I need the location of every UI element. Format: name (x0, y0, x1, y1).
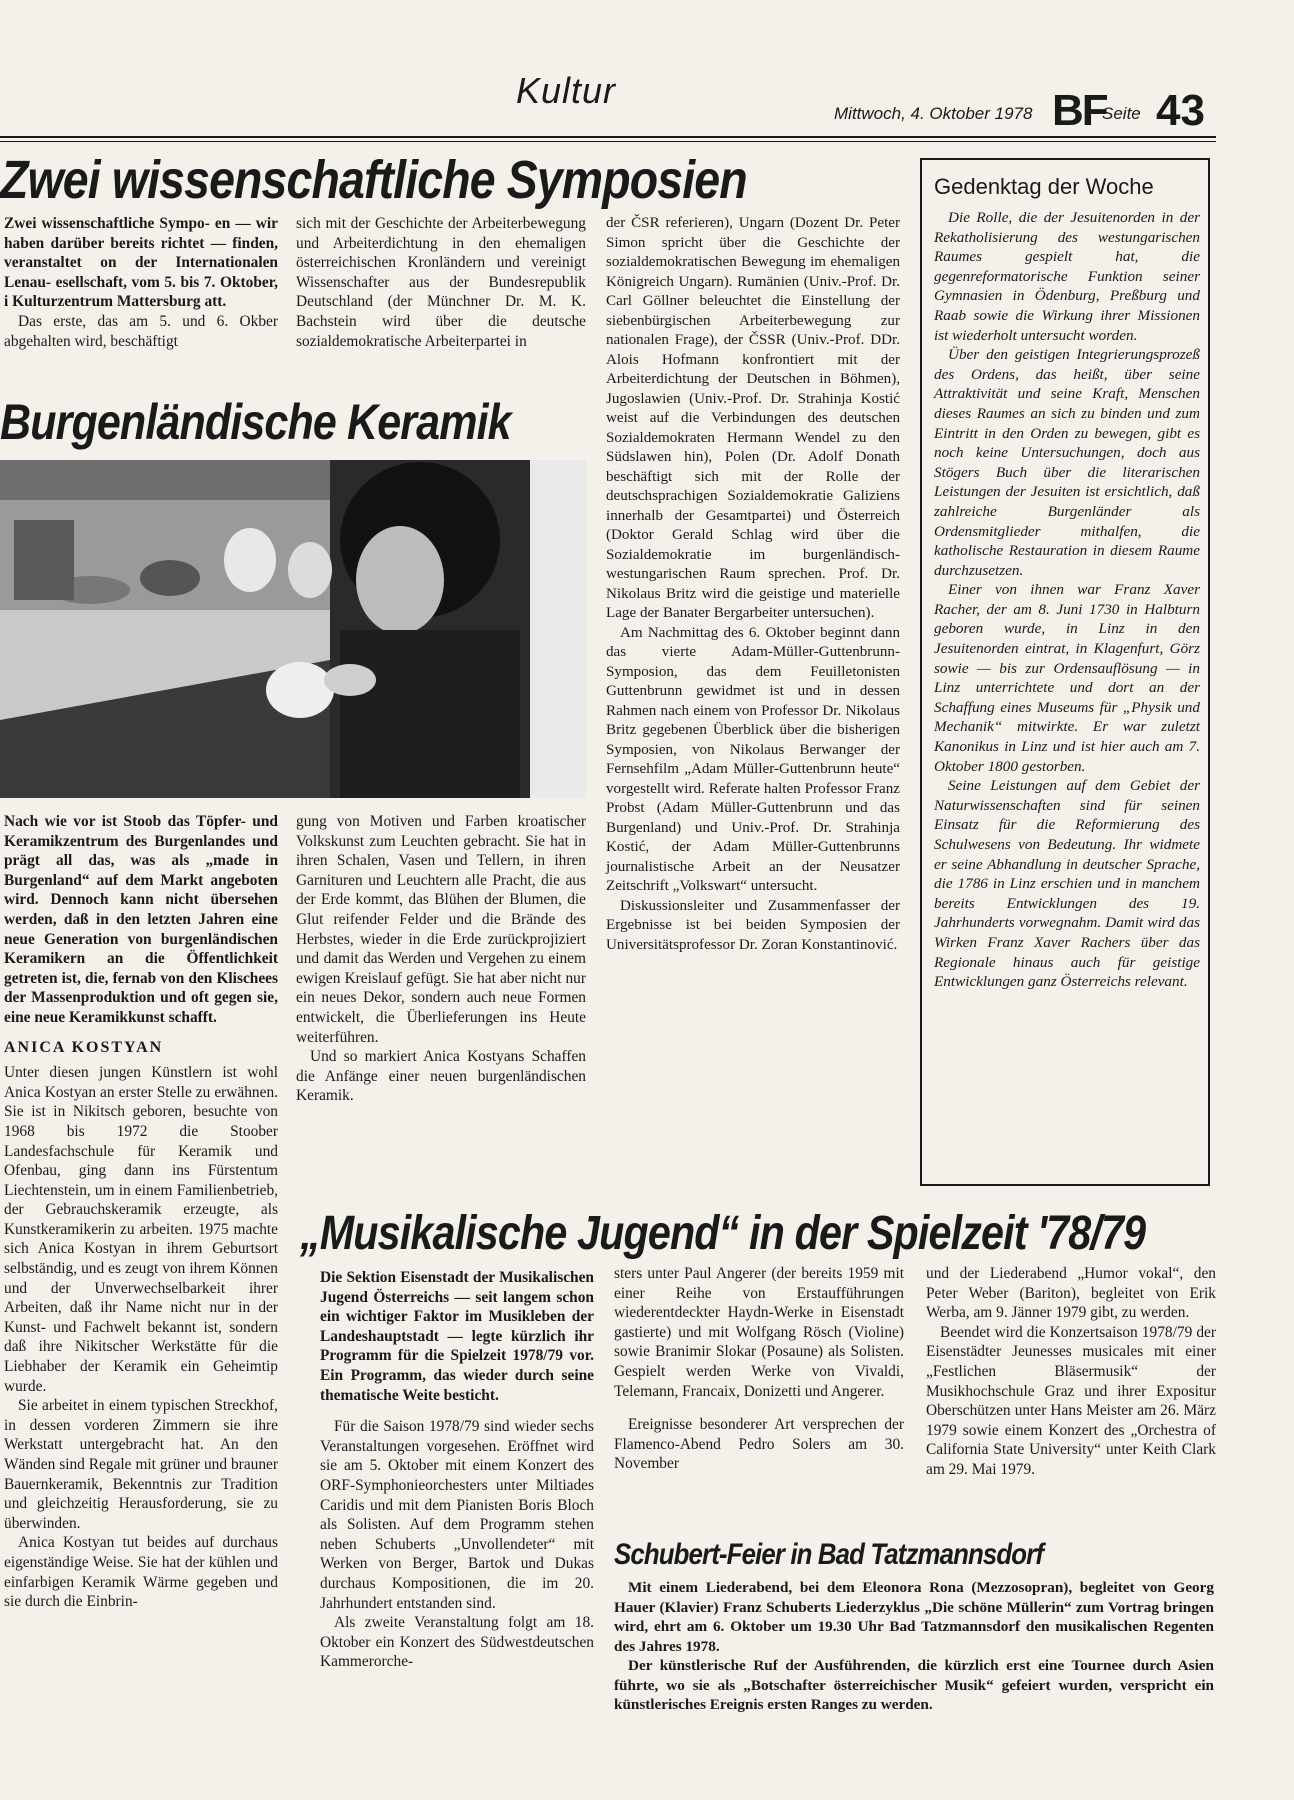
article3-col3-p1: und der Liederabend „Humor vokal“, den Peter Weber (Bariton), begleitet von Erik Werba, am 9. Jänner 1979 gibt, zu werden. (926, 1265, 1216, 1322)
gedenktag-text (934, 208, 1200, 992)
article1-col2 (296, 214, 586, 351)
article2-col1-p1: Unter diesen jungen Künstlern ist wohl Anica Kostyan an erster Stelle zu erwähnen. Sie ist in Nikitsch geboren, besuchte von 1968 bis 1972 die Stoober Landesfachschule für Keramik und Ofenbau, ging dann ins Fürstentum Liechtenstein, um in einem Familienbetrieb, der Gebrauchskeramik erzeugte, als Kunstkeramikerin zu arbeiten. 1975 machte sich Anica Kostyan in ihrem Geburtsort selbständig, und es zeugt von ihrem Können und der Unverwechselbarkeit ihrer Arbeiten, daß ihr Name nicht nur in der Kunst- und Fachwelt bekannt ist, sondern daß ihre Nikitscher Werkstätte für die Liebhaber der Keramik ein Geheimtip wurde. (4, 1064, 278, 1395)
article4-p1: Mit einem Liederabend, bei dem Eleonora Rona (Mezzosopran), begleitet von Georg Hauer (Klavier) Franz Schuberts Liederzyklus „Die schöne Müllerin“ zum Vortrag bringen wird, ehrt am 6. Oktober um 19.30 Uhr Bad Tatzmannsdorf den musikalischen Regenten des Jahres 1978. (614, 1579, 1214, 1655)
article1-col3 (606, 214, 900, 955)
article3-headline: „Musikalische Jugend“ in der Spielzeit '78/79 (300, 1207, 1146, 1260)
article3-lead: Die Sektion Eisenstadt der Musikalischen Jugend Österreichs — seit langem schon ein wichtiger Faktor im Musikleben der Landeshauptstadt — legte kürzlich ihr Programm für die Spielzeit 1978/79 vor. Ein Programm, das wieder durch seine thematische Weite besticht. (320, 1269, 594, 1404)
gedenktag-p2: Über den geistigen Integrierungsprozeß des Ordens, das heißt, über seine Attraktivität und seine Kraft, Menschen dieses Raumes an sich zu binden und zum Eintritt in den Orden zu bewegen, gibt es noch keine Untersuchungen, doch aus Stögers Buch über die literarischen Leistungen der Jesuiten ist ersichtlich, daß zahlreiche Burgenländer als Ordensmitglieder mithalfen, die katholische Restauration in diesem Raume durchzusetzen. (934, 346, 1200, 579)
article1-col3-p1: der ČSR referieren), Ungarn (Dozent Dr. Peter Simon spricht über die Geschichte der sozialdemokratischen Bewegung im ehemaligen Königreich Ungarn). Rumänien (Univ.-Prof. Dr. Carl Göllner beleuchtet die Einstellung der siebenbürgischen Arbeiterbewegung zur nationalen Frage), der ČSSR (Univ.-Prof. DDr. Alois Hofmann konfrontiert mit der Arbeiterdichtung der Deutschen in Böhmen), Jugoslawien (Univ.-Prof. Dr. Strahinja Kostić weist auf die Verbindungen des deutschen Sozialdemokraten Hermann Wendel zu den Südslawen hin), Polen (Dr. Adolf Donath beschäftigt sich mit der Rolle der deutschsprachigen Sozialdemokratie Galiziens innerhalb der Gesamtpartei) und Österreich (Doktor Gerald Schlag wird über die Sozialdemokratie im burgenländisch-westungarischen Raum sprechen. Prof. Dr. Nikolaus Britz wird die geistige und materielle Lage der Banater Bergarbeiter untersuchen). (606, 215, 900, 621)
header-rule (0, 136, 1216, 138)
article3-col1-p2: Als zweite Veranstaltung folgt am 18. Oktober ein Konzert des Südwestdeutschen Kammerorche- (320, 1614, 594, 1671)
article3-col3 (926, 1264, 1216, 1480)
article3-col2-p1: sters unter Paul Angerer (der bereits 1959 mit einer Reihe von Erstaufführungen wiederentdeckter Haydn-Werke in Eisenstadt gastierte) und mit Wolfgang Rösch (Violine) sowie Branimir Slokar (Posaune) als Solisten. Gespielt werden Werke von Vivaldi, Telemann, Francaix, Donizetti und Angerer. (614, 1265, 904, 1400)
article2-headline: Burgenländische Keramik (0, 394, 511, 450)
issue-date: Mittwoch, 4. Oktober 1978 (834, 104, 1033, 123)
ceramics-photo (0, 460, 586, 798)
header-rule-thin (0, 141, 1216, 142)
page-number: 43 (1156, 86, 1205, 135)
article2-col1-p2: Sie arbeitet in einem typischen Streckhof, in dessen vorderen Zimmern sie ihre Werkstatt untergebracht hat. An den Wänden sind Regale mit grüner und brauner Bauernkeramik, Bekenntnis zur Tradition und gleichzeitig Herausforderung, sie zu überwinden. (4, 1397, 278, 1532)
article2-col2 (296, 812, 586, 1106)
gedenktag-title: Gedenktag der Woche (934, 174, 1154, 199)
newspaper-logo: BF (1052, 86, 1107, 135)
gedenktag-p3: Einer von ihnen war Franz Xaver Racher, der am 8. Juni 1730 in Halbturn geboren wurde, in Linz in den Jesuitenorden eintrat, in Klagenfurt, Görz sowie — bis zur Ordensauflösung — in Linz unterrichtete und dort an der Schaffung eines Museums für „Physik und Mechanik“ mitwirkte. Er war zuletzt Kanonikus in Linz und ist hier auch am 7. Oktober 1800 gestorben. (934, 581, 1200, 775)
article3-col2 (614, 1264, 904, 1474)
article3-col2-p2: Ereignisse besonderer Art versprechen der Flamenco-Abend Pedro Solers am 30. November (614, 1416, 904, 1473)
gedenktag-p4: Seine Leistungen auf dem Gebiet der Naturwissenschaften sind für seinen Einsatz für die Reformierung des Schulwesens von Bedeutung. Ihr widmete er seine Abhandlung in deutscher Sprache, die 1786 in Linz erschien und in manchem bereits Entwicklungen des 19. Jahrhunderts vorwegnahm. Damit wird das Wirken Franz Xaver Rachers über das Regionale hinaus auch für geistige Entwicklungen ganz Österreichs relevant. (934, 777, 1200, 991)
article2-col2-p2: Und so markiert Anica Kostyans Schaffen die Anfänge einer neuen burgenländischen Keramik. (296, 1048, 586, 1105)
article1-col3-p2: Am Nachmittag des 6. Oktober beginnt dann das vierte Adam-Müller-Guttenbrunn-Symposion, das dem Feuilletonisten Guttenbrunn gewidmet ist und in dessen Rahmen nach einem von Professor Dr. Nikolaus Britz gegebenen Überblick über die bisherigen Symposien, von Nikolaus Berwanger der Fernsehfilm „Adam Müller-Guttenbrunn heute“ vorgestellt wird. Referate halten Professor Franz Probst (Adam Müller-Guttenbrunn und das Burgenland) und Univ.-Prof. Dr. Strahinja Kostić, der Adam Müller-Guttenbrunns journalistische Arbeit an der Neusatzer Zeitschrift „Volkswart“ untersucht. (606, 624, 900, 894)
article1-lead: Zwei wissenschaftliche Sympo- en — wir haben darüber bereits richtet — finden, veranstaltet on der Internationalen Lenau- esellschaft, vom 5. bis 7. Oktober, i Kulturzentrum Mattersburg att. (4, 215, 278, 311)
article2-col1-p3: Anica Kostyan tut beides auf durchaus eigenständige Weise. Sie hat der kühlen und einfarbigen Keramik Wärme gegeben und sie durch die Einbrin- (4, 1534, 278, 1611)
author-byline: ANICA KOSTYAN (4, 1038, 164, 1056)
article1-col1-body: Das erste, das am 5. und 6. Okber abgehalten wird, beschäftigt (4, 312, 278, 350)
article4-body (614, 1578, 1214, 1715)
article3-col1-p1: Für die Saison 1978/79 sind wieder sechs Veranstaltungen vorgesehen. Eröffnet wird sie am 5. Oktober mit einem Konzert des ORF-Symphonieorchesters unter Miltiades Caridis und mit dem Pianisten Boris Bloch als Solisten. Auf dem Programm stehen neben Schuberts „Unvollendeter“ mit Werken von Berger, Bartok und Dukas durchaus Kompositionen, die im 20. Jahrhundert entstanden sind. (320, 1418, 594, 1612)
article1-col1 (4, 214, 278, 351)
article2-lead: Nach wie vor ist Stoob das Töpfer- und Keramikzentrum des Burgenlandes und prägt all das, was als „made in Burgenland“ auf dem Markt angeboten wird. Dennoch kann nicht übersehen werden, daß in den letzten Jahren eine neue Generation von burgenländischen Keramikern an die Öffentlichkeit getreten ist, die, fernab von den Klischees der Massenproduktion und oft gegen sie, eine neue Keramikkunst schafft. (4, 813, 278, 1026)
gedenktag-p1: Die Rolle, die der Jesuitenorden in der Rekatholisierung des westungarischen Raumes gespielt hat, die gegenreformatorische Funktion seiner Gymnasien in Ödenburg, Preßburg und Raab sowie die Wirkung ihrer Missionen ist wiederholt untersucht worden. (934, 209, 1200, 344)
article1-headline: Zwei wissenschaftliche Symposien (0, 150, 747, 210)
article2-col1 (4, 812, 278, 1612)
section-title: Kultur (516, 70, 617, 111)
article3-col3-p2: Beendet wird die Konzertsaison 1978/79 der Eisenstädter Jeunesses musicales mit einer „Festlichen Bläsermusik“ der Musikhochschule Graz und ihrer Expositur Oberschützen unter Hans Meister am 26. März 1979 sowie einem Konzert des „Orchestra of California State University“ unter Keith Clark am 29. Mai 1979. (926, 1323, 1216, 1478)
page-label: Seite (1102, 104, 1141, 123)
article2-col2-p1: gung von Motiven und Farben kroatischer Volkskunst zum Leuchten gebracht. Sie hat in ihren Schalen, Vasen und Tellern, in ihren Garnituren und Leuchtern alle Pracht, die aus der Erde kommt, das Blühen der Blumen, die Glut reifender Felder und die Brände des Herbstes, wieder in die Erde zurückprojiziert und damit das Werden und Vergehen zu einem ewigen Kreislauf gefügt. Sie hat aber nicht nur ein neues Dekor, sondern auch neue Formen entwickelt, die Überlieferungen ins Heute weiterführen. (296, 813, 586, 1046)
article4-headline: Schubert-Feier in Bad Tatzmannsdorf (614, 1538, 1044, 1571)
article3-col1 (320, 1268, 594, 1672)
article1-col3-p3: Diskussionsleiter und Zusammenfasser der Ergebnisse ist bei beiden Symposien der Universitätsprofessor Dr. Zoran Konstantinović. (606, 897, 900, 953)
article1-col2-text: sich mit der Geschichte der Arbeiterbewegung und Arbeiterdichtung in den ehemaligen österreichischen Kronländern und vereinigt Wissenschafter aus der Bundesrepublik Deutschland (der Münchner Dr. M. K. Bachstein wird über die deutsche sozialdemokratische Arbeiterpartei in (296, 215, 586, 350)
article4-p2: Der künstlerische Ruf der Ausführenden, die kürzlich erst eine Tournee durch Asien führte, wo sie als „Botschafter österreichischer Musik“ gefeiert wurden, verspricht ein künstlerisches Ereignis ersten Ranges zu werden. (614, 1657, 1214, 1713)
